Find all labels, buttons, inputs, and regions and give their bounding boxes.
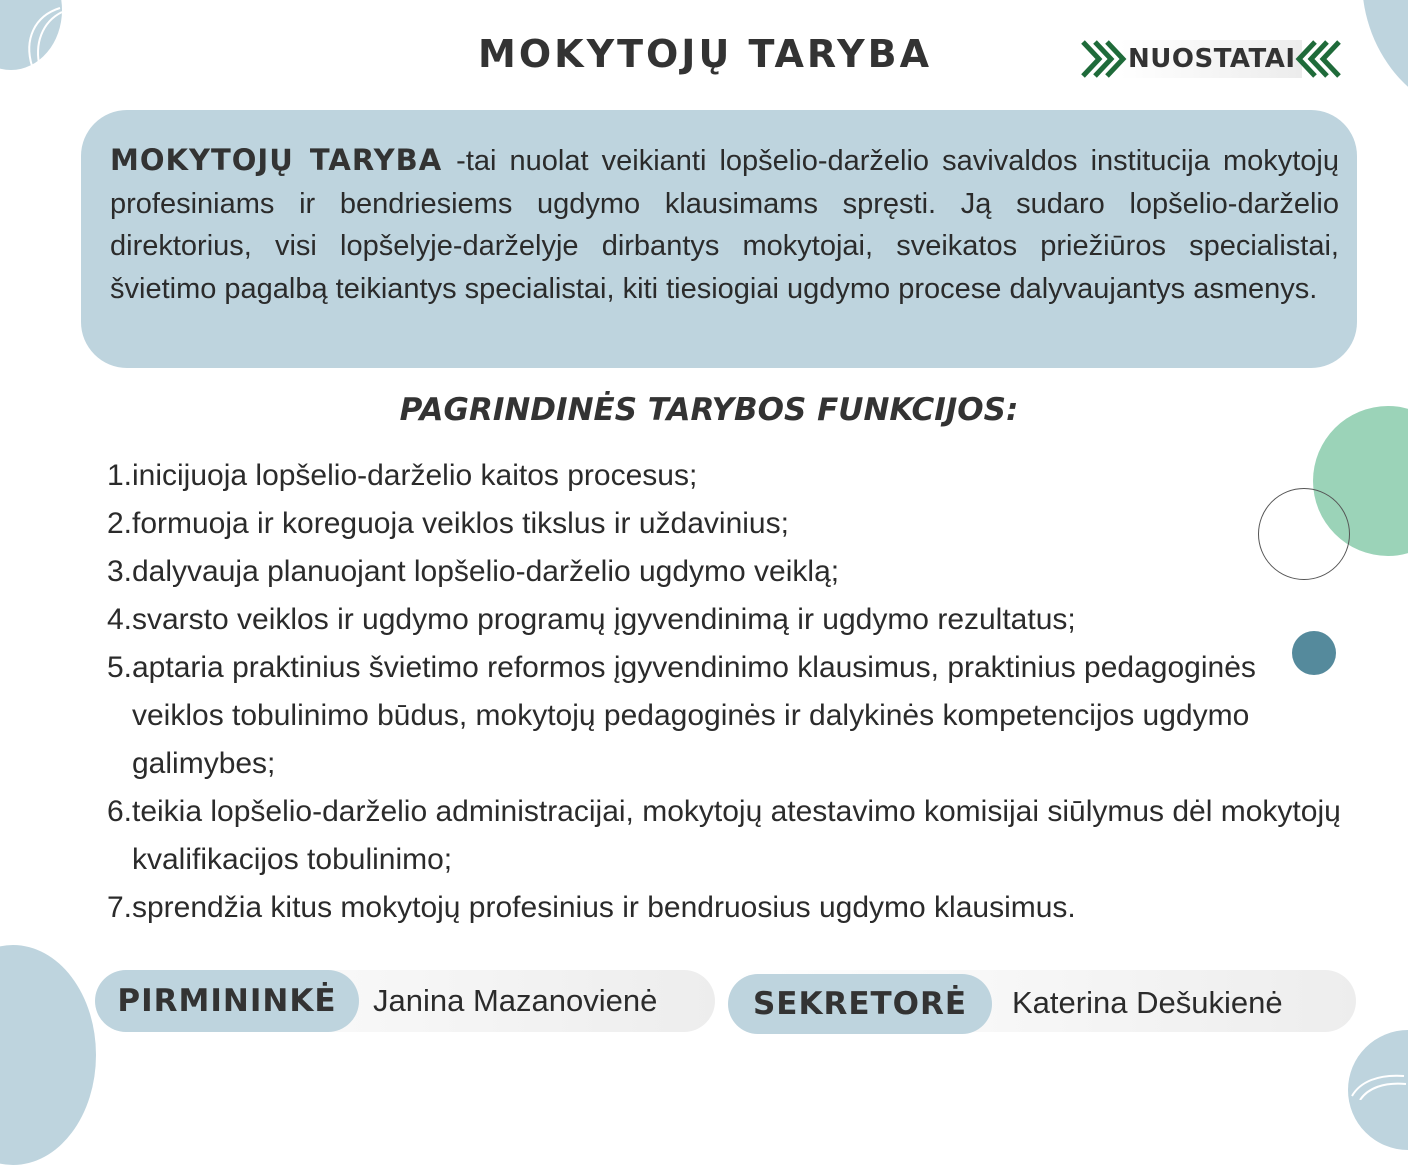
item-number: 2. bbox=[106, 507, 132, 540]
intro-term: MOKYTOJŲ TARYBA bbox=[110, 143, 443, 177]
corner-blob-top-right bbox=[1362, 0, 1408, 120]
list-item bbox=[90, 884, 1360, 932]
functions-title: PAGRINDINĖS TARYBOS FUNKCIJOS: bbox=[399, 392, 1019, 428]
double-chevron-left-icon bbox=[1294, 38, 1342, 80]
item-text: dalyvauja planuojant lopšelio-darželio ugdymo veiklą; bbox=[132, 555, 840, 588]
intro-text: -tai nuolat veikianti lopšelio-darželio savivaldos institucija mokytojų profesiniams ir bendriesiems ugdymo klausimams spręsti. Ją sudaro lopšelio-darželio direktorius, visi lopšelyje-darželyje dirbantys mokytojai, sveikatos priežiūros specialistai, švietimo pagalbą teikiantys specialistai, kiti tiesiogiai ugdymo procese dalyvaujantys asmenys. bbox=[110, 145, 1339, 305]
corner-blob-bottom-left bbox=[0, 945, 96, 1165]
list-item bbox=[90, 596, 1360, 644]
secretary-pill bbox=[728, 970, 1356, 1032]
item-text: sprendžia kitus mokytojų profesinius ir bendruosius ugdymo klausimus. bbox=[132, 891, 1076, 924]
item-number: 5. bbox=[106, 651, 132, 684]
item-text: formuoja ir koreguoja veiklos tikslus ir uždavinius; bbox=[132, 507, 789, 540]
chair-label: PIRMININKĖ bbox=[95, 970, 359, 1032]
item-number: 7. bbox=[106, 891, 132, 924]
badge-label: NUOSTATAI bbox=[1128, 44, 1296, 74]
secretary-label: SEKRETORĖ bbox=[728, 974, 992, 1034]
double-chevron-right-icon bbox=[1080, 38, 1128, 80]
arc-lines-bottom-right-icon bbox=[1348, 1040, 1408, 1100]
list-item bbox=[90, 788, 1360, 884]
item-number: 1. bbox=[106, 459, 132, 492]
list-item bbox=[90, 644, 1360, 788]
intro-paragraph bbox=[110, 139, 1339, 310]
chair-pill bbox=[95, 970, 715, 1032]
item-number: 4. bbox=[106, 603, 132, 636]
intro-panel bbox=[81, 110, 1357, 368]
item-text: svarsto veiklos ir ugdymo programų įgyvendinimą ir ugdymo rezultatus; bbox=[132, 603, 1076, 636]
arc-lines-top-left-icon bbox=[0, 0, 80, 80]
item-number: 3. bbox=[106, 555, 132, 588]
list-item bbox=[90, 452, 1360, 500]
chair-name: Janina Mazanovienė bbox=[373, 983, 658, 1018]
secretary-name: Katerina Dešukienė bbox=[1012, 985, 1283, 1020]
item-number: 6. bbox=[106, 795, 132, 828]
item-text: teikia lopšelio-darželio administracijai, mokytojų atestavimo komisijai siūlymus dėl mokytojų kvalifikacijos tobulinimo; bbox=[132, 795, 1341, 876]
list-item bbox=[90, 500, 1360, 548]
item-text: inicijuoja lopšelio-darželio kaitos procesus; bbox=[132, 459, 698, 492]
nuostatai-badge[interactable] bbox=[1080, 38, 1342, 80]
list-item bbox=[90, 548, 1360, 596]
item-text: aptaria praktinius švietimo reformos įgyvendinimo klausimus, praktinius pedagoginės veiklos tobulinimo būdus, mokytojų pedagoginės ir dalykinės kompetencijos ugdymo galimybes; bbox=[132, 651, 1256, 780]
page-title: MOKYTOJŲ TARYBA bbox=[478, 32, 932, 76]
functions-list bbox=[90, 452, 1360, 932]
